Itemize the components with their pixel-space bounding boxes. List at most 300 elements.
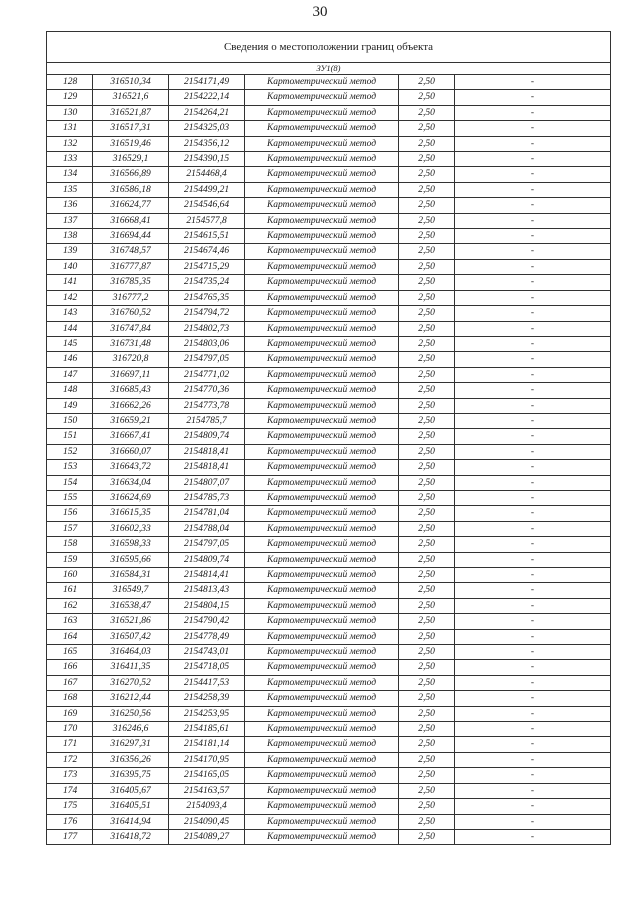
method-cell: Картометрический метод — [245, 490, 399, 505]
table-row — [47, 259, 611, 274]
method-cell: Картометрический метод — [245, 213, 399, 228]
method-cell: Картометрический метод — [245, 629, 399, 644]
method-cell: Картометрический метод — [245, 460, 399, 475]
table-row — [47, 413, 611, 428]
point-number-cell: 129 — [47, 90, 93, 105]
point-number-cell: 173 — [47, 768, 93, 783]
accuracy-cell: 2,50 — [399, 321, 455, 336]
accuracy-cell: 2,50 — [399, 722, 455, 737]
description-cell: - — [455, 614, 611, 629]
point-number-cell: 138 — [47, 229, 93, 244]
method-cell: Картометрический метод — [245, 444, 399, 459]
accuracy-cell: 2,50 — [399, 675, 455, 690]
description-cell: - — [455, 814, 611, 829]
method-cell: Картометрический метод — [245, 167, 399, 182]
coord-x-cell: 316760,52 — [93, 306, 169, 321]
coord-x-cell: 316297,31 — [93, 737, 169, 752]
coord-x-cell: 316615,35 — [93, 506, 169, 521]
table-row — [47, 552, 611, 567]
table-subtitle-row — [47, 63, 611, 75]
coord-y-cell: 2154089,27 — [169, 829, 245, 844]
point-number-cell: 162 — [47, 598, 93, 613]
method-cell: Картометрический метод — [245, 475, 399, 490]
description-cell: - — [455, 552, 611, 567]
coord-x-cell: 316270,52 — [93, 675, 169, 690]
accuracy-cell: 2,50 — [399, 490, 455, 505]
accuracy-cell: 2,50 — [399, 367, 455, 382]
coord-x-cell: 316507,42 — [93, 629, 169, 644]
coord-y-cell: 2154253,95 — [169, 706, 245, 721]
coord-y-cell: 2154715,29 — [169, 259, 245, 274]
table-row — [47, 152, 611, 167]
table-row — [47, 306, 611, 321]
coord-x-cell: 316250,56 — [93, 706, 169, 721]
coord-y-cell: 2154546,64 — [169, 198, 245, 213]
coord-x-cell: 316731,48 — [93, 336, 169, 351]
point-number-cell: 166 — [47, 660, 93, 675]
point-number-cell: 131 — [47, 121, 93, 136]
coord-y-cell: 2154674,46 — [169, 244, 245, 259]
coord-x-cell: 316747,84 — [93, 321, 169, 336]
description-cell: - — [455, 213, 611, 228]
coord-x-cell: 316659,21 — [93, 413, 169, 428]
description-cell: - — [455, 306, 611, 321]
coord-x-cell: 316777,87 — [93, 259, 169, 274]
accuracy-cell: 2,50 — [399, 660, 455, 675]
accuracy-cell: 2,50 — [399, 75, 455, 90]
page-number: 30 — [312, 4, 328, 20]
point-number-cell: 135 — [47, 182, 93, 197]
coord-y-cell: 2154802,73 — [169, 321, 245, 336]
description-cell: - — [455, 383, 611, 398]
method-cell: Картометрический метод — [245, 90, 399, 105]
accuracy-cell: 2,50 — [399, 691, 455, 706]
coord-y-cell: 2154788,04 — [169, 521, 245, 536]
method-cell: Картометрический метод — [245, 229, 399, 244]
method-cell: Картометрический метод — [245, 799, 399, 814]
table-row — [47, 783, 611, 798]
description-cell: - — [455, 691, 611, 706]
point-number-cell: 155 — [47, 490, 93, 505]
table-row — [47, 90, 611, 105]
table-row — [47, 752, 611, 767]
coord-x-cell: 316660,07 — [93, 444, 169, 459]
table-row — [47, 429, 611, 444]
coord-y-cell: 2154417,53 — [169, 675, 245, 690]
description-cell: - — [455, 521, 611, 536]
accuracy-cell: 2,50 — [399, 182, 455, 197]
accuracy-cell: 2,50 — [399, 306, 455, 321]
accuracy-cell: 2,50 — [399, 152, 455, 167]
point-number-cell: 133 — [47, 152, 93, 167]
description-cell: - — [455, 537, 611, 552]
accuracy-cell: 2,50 — [399, 752, 455, 767]
coord-y-cell: 2154615,51 — [169, 229, 245, 244]
coord-x-cell: 316521,86 — [93, 614, 169, 629]
table-row — [47, 198, 611, 213]
method-cell: Картометрический метод — [245, 182, 399, 197]
description-cell: - — [455, 244, 611, 259]
method-cell: Картометрический метод — [245, 521, 399, 536]
coord-x-cell: 316777,2 — [93, 290, 169, 305]
accuracy-cell: 2,50 — [399, 629, 455, 644]
coord-x-cell: 316697,11 — [93, 367, 169, 382]
accuracy-cell: 2,50 — [399, 259, 455, 274]
coord-y-cell: 2154577,8 — [169, 213, 245, 228]
accuracy-cell: 2,50 — [399, 244, 455, 259]
description-cell: - — [455, 460, 611, 475]
coord-x-cell: 316785,35 — [93, 275, 169, 290]
point-number-cell: 176 — [47, 814, 93, 829]
coord-y-cell: 2154818,41 — [169, 460, 245, 475]
coord-y-cell: 2154803,06 — [169, 336, 245, 351]
coord-x-cell: 316624,69 — [93, 490, 169, 505]
point-number-cell: 147 — [47, 367, 93, 382]
point-number-cell: 130 — [47, 105, 93, 120]
table-row — [47, 568, 611, 583]
coord-y-cell: 2154356,12 — [169, 136, 245, 151]
method-cell: Картометрический метод — [245, 691, 399, 706]
accuracy-cell: 2,50 — [399, 90, 455, 105]
accuracy-cell: 2,50 — [399, 229, 455, 244]
description-cell: - — [455, 506, 611, 521]
table-row — [47, 105, 611, 120]
table-row — [47, 398, 611, 413]
method-cell: Картометрический метод — [245, 413, 399, 428]
point-number-cell: 152 — [47, 444, 93, 459]
method-cell: Картометрический метод — [245, 614, 399, 629]
coord-x-cell: 316414,94 — [93, 814, 169, 829]
point-number-cell: 172 — [47, 752, 93, 767]
description-cell: - — [455, 229, 611, 244]
point-number-cell: 132 — [47, 136, 93, 151]
coord-x-cell: 316549,7 — [93, 583, 169, 598]
table-row — [47, 475, 611, 490]
point-number-cell: 142 — [47, 290, 93, 305]
point-number-cell: 159 — [47, 552, 93, 567]
accuracy-cell: 2,50 — [399, 398, 455, 413]
method-cell: Картометрический метод — [245, 645, 399, 660]
coord-x-cell: 316720,8 — [93, 352, 169, 367]
accuracy-cell: 2,50 — [399, 290, 455, 305]
description-cell: - — [455, 275, 611, 290]
point-number-cell: 157 — [47, 521, 93, 536]
table-row — [47, 321, 611, 336]
accuracy-cell: 2,50 — [399, 568, 455, 583]
coord-x-cell: 316395,75 — [93, 768, 169, 783]
coord-x-cell: 316464,03 — [93, 645, 169, 660]
description-cell: - — [455, 737, 611, 752]
coord-x-cell: 316662,26 — [93, 398, 169, 413]
accuracy-cell: 2,50 — [399, 537, 455, 552]
description-cell: - — [455, 444, 611, 459]
description-cell: - — [455, 583, 611, 598]
description-cell: - — [455, 568, 611, 583]
coord-x-cell: 316517,31 — [93, 121, 169, 136]
method-cell: Картометрический метод — [245, 290, 399, 305]
table-row — [47, 383, 611, 398]
coord-x-cell: 316667,41 — [93, 429, 169, 444]
method-cell: Картометрический метод — [245, 768, 399, 783]
coord-y-cell: 2154718,05 — [169, 660, 245, 675]
coord-y-cell: 2154163,57 — [169, 783, 245, 798]
method-cell: Картометрический метод — [245, 152, 399, 167]
coord-x-cell: 316643,72 — [93, 460, 169, 475]
accuracy-cell: 2,50 — [399, 352, 455, 367]
point-number-cell: 144 — [47, 321, 93, 336]
point-number-cell: 148 — [47, 383, 93, 398]
coord-y-cell: 2154735,24 — [169, 275, 245, 290]
method-cell: Картометрический метод — [245, 783, 399, 798]
table-row — [47, 722, 611, 737]
table-row — [47, 75, 611, 90]
method-cell: Картометрический метод — [245, 198, 399, 213]
coord-y-cell: 2154790,42 — [169, 614, 245, 629]
coord-x-cell: 316624,77 — [93, 198, 169, 213]
coord-x-cell: 316685,43 — [93, 383, 169, 398]
coord-y-cell: 2154785,73 — [169, 490, 245, 505]
coord-x-cell: 316356,26 — [93, 752, 169, 767]
point-number-cell: 151 — [47, 429, 93, 444]
point-number-cell: 163 — [47, 614, 93, 629]
table-row — [47, 229, 611, 244]
table-row — [47, 213, 611, 228]
table-row — [47, 614, 611, 629]
method-cell: Картометрический метод — [245, 829, 399, 844]
accuracy-cell: 2,50 — [399, 598, 455, 613]
coord-y-cell: 2154785,7 — [169, 413, 245, 428]
method-cell: Картометрический метод — [245, 244, 399, 259]
method-cell: Картометрический метод — [245, 506, 399, 521]
accuracy-cell: 2,50 — [399, 383, 455, 398]
method-cell: Картометрический метод — [245, 383, 399, 398]
table-row — [47, 706, 611, 721]
table-row — [47, 121, 611, 136]
coord-x-cell: 316748,57 — [93, 244, 169, 259]
table-row — [47, 506, 611, 521]
accuracy-cell: 2,50 — [399, 768, 455, 783]
accuracy-cell: 2,50 — [399, 336, 455, 351]
point-number-cell: 160 — [47, 568, 93, 583]
method-cell: Картометрический метод — [245, 75, 399, 90]
description-cell: - — [455, 352, 611, 367]
table-row — [47, 675, 611, 690]
description-cell: - — [455, 629, 611, 644]
accuracy-cell: 2,50 — [399, 799, 455, 814]
method-cell: Картометрический метод — [245, 121, 399, 136]
accuracy-cell: 2,50 — [399, 475, 455, 490]
coord-x-cell: 316668,41 — [93, 213, 169, 228]
method-cell: Картометрический метод — [245, 568, 399, 583]
method-cell: Картометрический метод — [245, 275, 399, 290]
coord-x-cell: 316586,18 — [93, 182, 169, 197]
method-cell: Картометрический метод — [245, 105, 399, 120]
coord-y-cell: 2154264,21 — [169, 105, 245, 120]
table-row — [47, 336, 611, 351]
coord-x-cell: 316602,33 — [93, 521, 169, 536]
coord-y-cell: 2154390,15 — [169, 152, 245, 167]
coord-y-cell: 2154258,39 — [169, 691, 245, 706]
coord-y-cell: 2154499,21 — [169, 182, 245, 197]
method-cell: Картометрический метод — [245, 706, 399, 721]
coord-x-cell: 316212,44 — [93, 691, 169, 706]
accuracy-cell: 2,50 — [399, 814, 455, 829]
description-cell: - — [455, 722, 611, 737]
coord-y-cell: 2154797,05 — [169, 352, 245, 367]
coord-y-cell: 2154809,74 — [169, 552, 245, 567]
accuracy-cell: 2,50 — [399, 213, 455, 228]
description-cell: - — [455, 783, 611, 798]
coord-y-cell: 2154181,14 — [169, 737, 245, 752]
coord-y-cell: 2154165,05 — [169, 768, 245, 783]
point-number-cell: 139 — [47, 244, 93, 259]
method-cell: Картометрический метод — [245, 321, 399, 336]
accuracy-cell: 2,50 — [399, 429, 455, 444]
description-cell: - — [455, 152, 611, 167]
table-row — [47, 367, 611, 382]
table-row — [47, 829, 611, 844]
coord-y-cell: 2154778,49 — [169, 629, 245, 644]
accuracy-cell: 2,50 — [399, 552, 455, 567]
accuracy-cell: 2,50 — [399, 645, 455, 660]
coord-x-cell: 316418,72 — [93, 829, 169, 844]
table-row — [47, 768, 611, 783]
coord-x-cell: 316405,51 — [93, 799, 169, 814]
point-number-cell: 164 — [47, 629, 93, 644]
table-row — [47, 660, 611, 675]
coord-y-cell: 2154807,07 — [169, 475, 245, 490]
coord-x-cell: 316529,1 — [93, 152, 169, 167]
description-cell: - — [455, 367, 611, 382]
point-number-cell: 150 — [47, 413, 93, 428]
method-cell: Картометрический метод — [245, 306, 399, 321]
coord-x-cell: 316566,89 — [93, 167, 169, 182]
method-cell: Картометрический метод — [245, 336, 399, 351]
point-number-cell: 158 — [47, 537, 93, 552]
parcel-designation: ЗУ1(8) — [47, 63, 611, 75]
table-row — [47, 537, 611, 552]
point-number-cell: 175 — [47, 799, 93, 814]
point-number-cell: 167 — [47, 675, 93, 690]
accuracy-cell: 2,50 — [399, 506, 455, 521]
coord-x-cell: 316694,44 — [93, 229, 169, 244]
method-cell: Картометрический метод — [245, 136, 399, 151]
description-cell: - — [455, 105, 611, 120]
coord-y-cell: 2154813,43 — [169, 583, 245, 598]
table-row — [47, 167, 611, 182]
coord-x-cell: 316510,34 — [93, 75, 169, 90]
point-number-cell: 149 — [47, 398, 93, 413]
accuracy-cell: 2,50 — [399, 121, 455, 136]
table-row — [47, 136, 611, 151]
point-number-cell: 140 — [47, 259, 93, 274]
coord-x-cell: 316519,46 — [93, 136, 169, 151]
table-row — [47, 629, 611, 644]
coord-x-cell: 316521,6 — [93, 90, 169, 105]
accuracy-cell: 2,50 — [399, 136, 455, 151]
coord-y-cell: 2154743,01 — [169, 645, 245, 660]
table-row — [47, 645, 611, 660]
description-cell: - — [455, 675, 611, 690]
accuracy-cell: 2,50 — [399, 105, 455, 120]
method-cell: Картометрический метод — [245, 398, 399, 413]
accuracy-cell: 2,50 — [399, 444, 455, 459]
coord-y-cell: 2154325,03 — [169, 121, 245, 136]
table-row — [47, 290, 611, 305]
table-row — [47, 737, 611, 752]
table-row — [47, 490, 611, 505]
description-cell: - — [455, 475, 611, 490]
description-cell: - — [455, 398, 611, 413]
description-cell: - — [455, 90, 611, 105]
accuracy-cell: 2,50 — [399, 413, 455, 428]
point-number-cell: 143 — [47, 306, 93, 321]
table-title: Сведения о местоположении границ объекта — [47, 32, 611, 63]
boundary-coordinates-table — [46, 31, 611, 845]
description-cell: - — [455, 660, 611, 675]
description-cell: - — [455, 121, 611, 136]
coord-y-cell: 2154771,02 — [169, 367, 245, 382]
description-cell: - — [455, 829, 611, 844]
coord-y-cell: 2154809,74 — [169, 429, 245, 444]
accuracy-cell: 2,50 — [399, 521, 455, 536]
method-cell: Картометрический метод — [245, 660, 399, 675]
coord-x-cell: 316538,47 — [93, 598, 169, 613]
coord-x-cell: 316405,67 — [93, 783, 169, 798]
table-row — [47, 352, 611, 367]
accuracy-cell: 2,50 — [399, 275, 455, 290]
description-cell: - — [455, 259, 611, 274]
description-cell: - — [455, 799, 611, 814]
point-number-cell: 171 — [47, 737, 93, 752]
method-cell: Картометрический метод — [245, 814, 399, 829]
point-number-cell: 128 — [47, 75, 93, 90]
coord-y-cell: 2154222,14 — [169, 90, 245, 105]
point-number-cell: 165 — [47, 645, 93, 660]
description-cell: - — [455, 167, 611, 182]
method-cell: Картометрический метод — [245, 675, 399, 690]
description-cell: - — [455, 598, 611, 613]
accuracy-cell: 2,50 — [399, 198, 455, 213]
accuracy-cell: 2,50 — [399, 167, 455, 182]
description-cell: - — [455, 645, 611, 660]
description-cell: - — [455, 336, 611, 351]
coord-y-cell: 2154093,4 — [169, 799, 245, 814]
table-row — [47, 444, 611, 459]
table-row — [47, 460, 611, 475]
table-row — [47, 598, 611, 613]
point-number-cell: 174 — [47, 783, 93, 798]
coord-x-cell: 316521,87 — [93, 105, 169, 120]
method-cell: Картометрический метод — [245, 583, 399, 598]
description-cell: - — [455, 413, 611, 428]
coord-y-cell: 2154814,41 — [169, 568, 245, 583]
point-number-cell: 169 — [47, 706, 93, 721]
method-cell: Картометрический метод — [245, 259, 399, 274]
table-row — [47, 691, 611, 706]
point-number-cell: 177 — [47, 829, 93, 844]
description-cell: - — [455, 706, 611, 721]
description-cell: - — [455, 136, 611, 151]
coord-x-cell: 316598,33 — [93, 537, 169, 552]
coord-y-cell: 2154804,15 — [169, 598, 245, 613]
point-number-cell: 145 — [47, 336, 93, 351]
coord-y-cell: 2154797,05 — [169, 537, 245, 552]
coord-x-cell: 316411,35 — [93, 660, 169, 675]
coord-y-cell: 2154170,95 — [169, 752, 245, 767]
point-number-cell: 154 — [47, 475, 93, 490]
accuracy-cell: 2,50 — [399, 460, 455, 475]
